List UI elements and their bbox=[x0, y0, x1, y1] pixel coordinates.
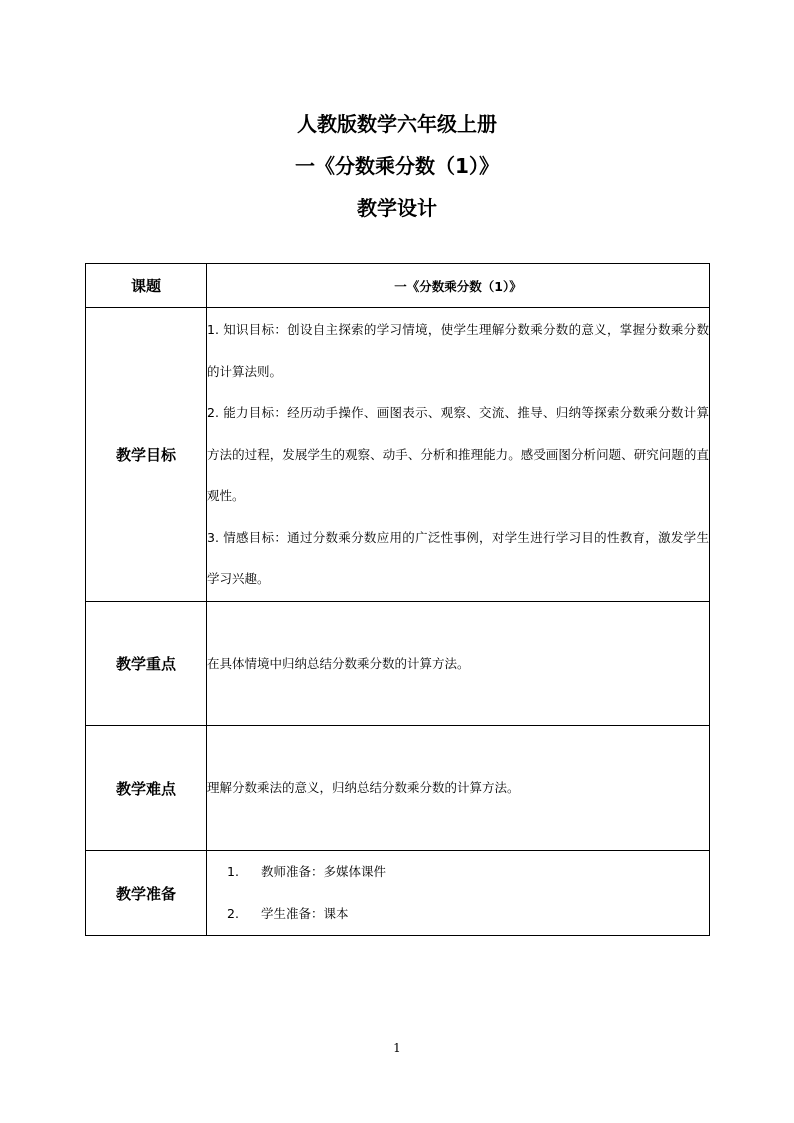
key-points-label: 教学重点 bbox=[86, 602, 207, 726]
table-row-preparation bbox=[86, 851, 710, 936]
objectives-content bbox=[207, 308, 710, 602]
objectives-label: 教学目标 bbox=[86, 308, 207, 602]
title-line-lesson: 一《分数乘分数（1）》 bbox=[295, 154, 499, 178]
objective-item bbox=[207, 392, 709, 517]
preparation-text: 教师准备：多媒体课件 bbox=[261, 864, 387, 879]
table-row-objectives bbox=[86, 308, 710, 602]
preparation-text: 学生准备：课本 bbox=[261, 906, 349, 921]
difficulties-text: 理解分数乘法的意义，归纳总结分数乘分数的计算方法。 bbox=[207, 726, 710, 851]
table-row-difficulties bbox=[86, 726, 710, 851]
lesson-plan-table bbox=[85, 263, 710, 936]
title-line-textbook: 人教版数学六年级上册 bbox=[297, 112, 497, 136]
objective-text: 能力目标：经历动手操作、画图表示、观察、交流、推导、归纳等探索分数乘分数计算方法的过程，发展学生的观察、动手、分析和推理能力。感受画图分析问题、研究问题的直观性。 bbox=[207, 405, 709, 504]
table-row-topic bbox=[86, 264, 710, 308]
objective-text: 知识目标：创设自主探索的学习情境，使学生理解分数乘分数的意义，掌握分数乘分数的计算法则。 bbox=[207, 322, 709, 379]
objective-item bbox=[207, 517, 709, 600]
page-number: 1 bbox=[393, 1041, 401, 1055]
objective-number: 2. bbox=[207, 405, 219, 421]
objective-number: 3. bbox=[207, 529, 219, 545]
table-row-key-points bbox=[86, 602, 710, 726]
topic-label: 课题 bbox=[86, 264, 207, 308]
title-line-design: 教学设计 bbox=[357, 196, 437, 220]
preparation-content bbox=[207, 851, 710, 936]
document-title bbox=[0, 103, 794, 229]
preparation-item bbox=[207, 893, 709, 935]
key-points-text: 在具体情境中归纳总结分数乘分数的计算方法。 bbox=[207, 602, 710, 726]
preparation-label: 教学准备 bbox=[86, 851, 207, 936]
preparation-number: 2. bbox=[227, 906, 239, 921]
preparation-number: 1. bbox=[227, 864, 239, 879]
difficulties-label: 教学难点 bbox=[86, 726, 207, 851]
objective-number: 1. bbox=[207, 322, 219, 338]
topic-value: 一《分数乘分数（1）》 bbox=[207, 264, 710, 308]
objective-text: 情感目标：通过分数乘分数应用的广泛性事例，对学生进行学习目的性教育，激发学生学习兴趣。 bbox=[207, 529, 709, 587]
objective-item bbox=[207, 309, 709, 392]
preparation-item bbox=[207, 851, 709, 893]
